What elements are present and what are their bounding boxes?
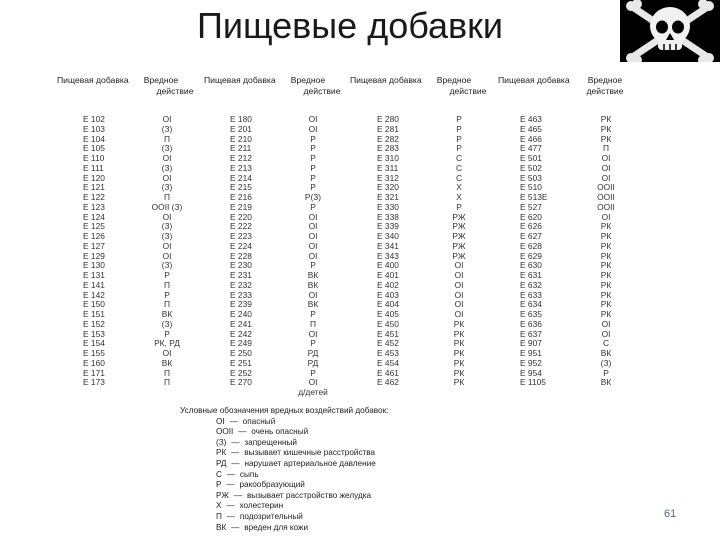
- harm-effect: РК: [600, 221, 612, 232]
- harm-effect: Р: [310, 143, 316, 154]
- additive-code: Е 171: [83, 367, 105, 378]
- legend-item: [180, 417, 388, 428]
- harm-effect: Р: [310, 153, 316, 163]
- legend-code: РЖ: [216, 490, 229, 500]
- harm-effect: ОI: [454, 270, 464, 280]
- additive-code: Е 222: [230, 221, 252, 232]
- additive-code: Е 280: [377, 114, 399, 124]
- harm-effect: (З): [161, 231, 173, 241]
- harm-effect: РД: [307, 348, 319, 358]
- additive-code: Е 477: [520, 143, 542, 154]
- harm-effect: РК: [600, 231, 612, 241]
- additive-code: Е 311: [377, 162, 399, 173]
- additive-code: Е 123: [83, 201, 105, 212]
- harm-effect: ОI: [601, 153, 611, 163]
- legend-dash: —: [233, 490, 243, 500]
- legend-item: [180, 427, 388, 438]
- harm-effect: ВК: [161, 357, 173, 368]
- harm-effect: РЖ: [452, 250, 466, 261]
- additive-code: Е 249: [230, 338, 252, 349]
- additive-code-column: [230, 115, 252, 388]
- additive-code: Е 120: [83, 172, 105, 183]
- legend-title: Условные обозначения вредных воздействий добавок:: [180, 406, 389, 415]
- harm-effect: Р: [164, 289, 170, 300]
- legend-description: вреден для кожи: [244, 522, 309, 532]
- legend-code: С: [216, 469, 222, 479]
- additive-code: Е 122: [83, 192, 105, 202]
- additive-code: Е 124: [83, 211, 105, 222]
- harm-effect: П: [602, 143, 610, 154]
- legend-item: [180, 438, 388, 449]
- additive-code: Е 465: [520, 123, 542, 134]
- additive-code: Е 403: [377, 289, 399, 300]
- additive-code: Е 510: [520, 182, 542, 193]
- harm-effect: РК: [600, 240, 612, 251]
- additive-code: Е 628: [520, 240, 542, 251]
- additive-code: Е 513Е: [520, 192, 548, 202]
- additive-code: Е 463: [520, 114, 542, 124]
- legend-item: [180, 512, 388, 523]
- harm-effect: ВК: [600, 348, 612, 358]
- additive-code: Е 129: [83, 250, 105, 261]
- additive-code: Е 626: [520, 221, 542, 232]
- additive-code: Е 501: [520, 153, 542, 163]
- additive-code: Е 154: [83, 338, 105, 349]
- harm-effect: Р: [310, 309, 316, 319]
- legend-code: ВК: [216, 522, 227, 532]
- additive-code: Е 103: [83, 123, 105, 134]
- harm-effect: ОI: [308, 240, 318, 251]
- harm-effect: ООII: [597, 192, 615, 202]
- harm-effect: РК: [600, 114, 612, 124]
- harm-effect: (З): [600, 357, 612, 368]
- harm-effect-column: [293, 115, 333, 398]
- harm-effect: ОI: [601, 318, 611, 329]
- header-effect: Вредное: [436, 75, 472, 85]
- additive-code: Е 620: [520, 211, 542, 222]
- legend-description: сыпь: [239, 469, 259, 479]
- harm-effect: ОI: [454, 260, 464, 271]
- additive-code: Е 633: [520, 289, 542, 300]
- additive-code: Е 160: [83, 357, 105, 368]
- harm-effect: РК: [600, 279, 612, 290]
- legend-dash: —: [229, 416, 238, 426]
- additive-code: Е 343: [377, 250, 399, 261]
- additive-code: Е 281: [377, 123, 399, 134]
- additive-code: Е 400: [377, 260, 399, 271]
- additive-code: Е 151: [83, 309, 105, 319]
- harm-effect: ОI: [308, 211, 318, 222]
- additive-code: Е 239: [230, 299, 252, 310]
- additive-code: Е 527: [520, 201, 542, 212]
- header-effect-line2: действие: [303, 86, 341, 96]
- additive-code: Е 251: [230, 357, 252, 368]
- harm-effect: (З): [161, 143, 173, 154]
- legend-code: (З): [216, 437, 227, 447]
- harm-effect: Р: [456, 114, 462, 124]
- additive-code: Е 404: [377, 299, 399, 310]
- harm-effect: С: [455, 153, 463, 163]
- harm-effect: ОI: [162, 250, 172, 261]
- additive-code: Е 201: [230, 123, 252, 134]
- harm-effect: Р: [310, 367, 316, 378]
- legend: [180, 406, 388, 533]
- harm-effect: ВК: [600, 377, 612, 388]
- harm-effect: РК: [600, 289, 612, 300]
- harm-effect: П: [163, 192, 171, 202]
- additive-code: Е 232: [230, 279, 252, 290]
- additive-code: Е 126: [83, 231, 105, 241]
- additive-code: Е 907: [520, 338, 542, 349]
- harm-effect: ОI: [162, 211, 172, 222]
- additive-code: Е 105: [83, 143, 105, 154]
- harm-effect: П: [163, 279, 171, 290]
- legend-item: [180, 523, 388, 534]
- harm-effect: ОI: [308, 250, 318, 261]
- additive-code: Е 502: [520, 162, 542, 173]
- harm-effect: С: [455, 162, 463, 173]
- additive-code: Е 629: [520, 250, 542, 261]
- additive-code: Е 102: [83, 114, 105, 124]
- harm-effect: ОI: [308, 328, 318, 339]
- additive-code: Е 283: [377, 143, 399, 154]
- legend-item: [180, 480, 388, 491]
- legend-description: нарушает артериальное давление: [244, 458, 376, 468]
- legend-dash: —: [226, 511, 235, 521]
- harm-effect: ООII: [597, 201, 615, 212]
- harm-effect: ОI: [308, 231, 318, 241]
- harm-effect: ОI: [162, 114, 172, 124]
- additive-code: Е 282: [377, 133, 399, 144]
- harm-effect: ОI: [308, 114, 318, 124]
- additive-code: Е 634: [520, 299, 542, 310]
- harm-effect: РК: [600, 299, 612, 310]
- additive-code: Е 213: [230, 162, 252, 173]
- additive-code: Е 952: [520, 357, 542, 368]
- harm-effect: (З): [161, 123, 173, 134]
- harm-effect: (З): [161, 182, 173, 193]
- additive-code: Е 228: [230, 250, 252, 261]
- additive-code: Е 450: [377, 318, 399, 329]
- additive-code: Е 224: [230, 240, 252, 251]
- harm-effect: РЖ: [452, 221, 466, 232]
- legend-item: [180, 501, 388, 512]
- legend-description: холестерин: [239, 501, 284, 511]
- additive-code: Е 127: [83, 240, 105, 251]
- additive-code: Е 233: [230, 289, 252, 300]
- harm-effect: РК: [600, 309, 612, 319]
- additive-code: Е 461: [377, 367, 399, 378]
- additive-code: Е 214: [230, 172, 252, 183]
- legend-description: очень опасный: [251, 427, 309, 437]
- additive-code: Е 150: [83, 299, 105, 310]
- legend-code: ОI: [216, 416, 225, 426]
- harm-effect: Р: [456, 201, 462, 212]
- additive-code: Е 340: [377, 231, 399, 241]
- additive-code: Е 631: [520, 270, 542, 280]
- harm-effect: Р: [310, 172, 316, 183]
- harm-effect: П: [309, 318, 317, 329]
- harm-effect: (З): [161, 318, 173, 329]
- additive-code: Е 152: [83, 318, 105, 329]
- additive-code: Е 130: [83, 260, 105, 271]
- legend-description: опасный: [242, 416, 276, 426]
- additive-code: Е 250: [230, 348, 252, 358]
- harm-effect: П: [163, 299, 171, 310]
- additive-code: Е 466: [520, 133, 542, 144]
- additive-code-column: [377, 115, 399, 388]
- additive-code: Е 453: [377, 348, 399, 358]
- additive-code: Е 223: [230, 231, 252, 241]
- harm-effect-column: [147, 115, 187, 388]
- harm-effect: ООII (З): [151, 201, 183, 212]
- legend-code: РД: [216, 458, 227, 468]
- harm-effect: Р: [310, 162, 316, 173]
- harm-effect: РК: [453, 328, 465, 339]
- additive-code: Е 405: [377, 309, 399, 319]
- harm-effect: ОI: [601, 162, 611, 173]
- legend-items: [180, 417, 388, 534]
- header-effect-line2: действие: [586, 86, 624, 96]
- additive-code: Е 131: [83, 270, 105, 280]
- additive-code-column: [83, 115, 105, 388]
- harm-effect: ОI: [308, 377, 318, 388]
- additive-code: Е 401: [377, 270, 399, 280]
- additive-code: Е 110: [83, 153, 105, 163]
- additive-code: Е 219: [230, 201, 252, 212]
- harm-effect: Р: [603, 367, 609, 378]
- harm-effect: ООII: [597, 182, 615, 193]
- additive-code: Е 270: [230, 377, 252, 388]
- harm-effect: Р: [164, 270, 170, 280]
- harm-effect: С: [602, 338, 610, 349]
- additive-code: Е 230: [230, 260, 252, 271]
- harm-effect: РК: [453, 357, 465, 368]
- additive-code: Е 321: [377, 192, 399, 202]
- harm-effect: РК: [600, 250, 612, 261]
- harm-effect: Р: [310, 133, 316, 144]
- harm-effect: д/детей: [298, 387, 328, 397]
- harm-effect-column: [586, 115, 626, 388]
- additive-code: Е 341: [377, 240, 399, 251]
- header-effect-line2: действие: [449, 86, 487, 96]
- additive-code: Е 142: [83, 289, 105, 300]
- harm-effect: (З): [161, 260, 173, 271]
- slide-title: Пищевые добавки: [196, 5, 504, 46]
- harm-effect: РК: [600, 270, 612, 280]
- additive-code: Е 632: [520, 279, 542, 290]
- additive-code: Е 330: [377, 201, 399, 212]
- harm-effect: ОI: [308, 289, 318, 300]
- legend-dash: —: [231, 448, 240, 458]
- additive-code: Е 310: [377, 153, 399, 163]
- skull-crossbones-icon: [620, 0, 720, 62]
- harm-effect: РК: [600, 123, 612, 134]
- harm-effect: Р: [456, 133, 462, 144]
- header-name: Пищевая добавка: [350, 75, 422, 85]
- harm-effect: Р: [456, 143, 462, 154]
- harm-effect: ОI: [454, 289, 464, 300]
- additive-code: Е 215: [230, 182, 252, 193]
- harm-effect: РК: [453, 318, 465, 329]
- additive-code: Е 454: [377, 357, 399, 368]
- legend-description: вызывает расстройство желудка: [246, 490, 372, 500]
- additive-code: Е 312: [377, 172, 399, 183]
- additive-code: Е 210: [230, 133, 252, 144]
- additive-code: Е 339: [377, 221, 399, 232]
- additive-code: Е 111: [83, 162, 104, 173]
- legend-code: ООII: [216, 427, 234, 437]
- additive-code: Е 636: [520, 318, 542, 329]
- harm-effect: Х: [456, 182, 462, 193]
- legend-dash: —: [238, 427, 247, 437]
- header-name: Пищевая добавка: [57, 75, 129, 85]
- harm-effect: ОI: [162, 153, 172, 163]
- legend-code: Х: [216, 501, 222, 511]
- harm-effect: П: [163, 367, 171, 378]
- additive-code: Е 212: [230, 153, 252, 163]
- harm-effect: ОI: [162, 172, 172, 183]
- harm-effect: Р: [310, 260, 316, 271]
- legend-item: [180, 448, 388, 459]
- legend-code: РК: [216, 448, 227, 458]
- legend-dash: —: [231, 437, 240, 447]
- harm-effect: ОI: [454, 309, 464, 319]
- harm-effect: П: [163, 377, 171, 388]
- header-effect: Вредное: [587, 75, 623, 85]
- harm-effect: ОI: [308, 123, 318, 134]
- header-effect: Вредное: [290, 75, 326, 85]
- legend-description: запрещенный: [244, 437, 297, 447]
- header-name: Пищевая добавка: [498, 75, 570, 85]
- harm-effect: ВК: [307, 279, 319, 290]
- harm-effect: С: [455, 172, 463, 183]
- legend-item: [180, 491, 388, 502]
- additive-code: Е 180: [230, 114, 252, 124]
- harm-effect: ОI: [454, 299, 464, 310]
- additive-code: Е 155: [83, 348, 105, 358]
- additive-code: Е 216: [230, 192, 252, 202]
- harm-effect: ВК: [161, 309, 173, 319]
- additive-code: Е 338: [377, 211, 399, 222]
- additive-code: Е 220: [230, 211, 252, 222]
- harm-effect: ОI: [601, 172, 611, 183]
- additive-code: Е 104: [83, 133, 105, 144]
- harm-effect: РД: [307, 357, 319, 368]
- additive-code: Е 252: [230, 367, 252, 378]
- harm-effect: Р: [456, 123, 462, 134]
- harm-effect: РЖ: [452, 211, 466, 222]
- additive-code: Е 630: [520, 260, 542, 271]
- harm-effect: ВК: [307, 299, 319, 310]
- harm-effect: РК, РД: [154, 338, 180, 349]
- legend-item: [180, 459, 388, 470]
- additive-code: Е 462: [377, 377, 399, 388]
- legend-code: Р: [216, 480, 222, 490]
- harm-effect: ОI: [308, 221, 318, 232]
- legend-dash: —: [231, 458, 240, 468]
- harm-effect: Х: [456, 192, 462, 202]
- harm-effect: (З): [161, 162, 173, 173]
- legend-description: подозрительный: [239, 511, 303, 521]
- additive-code: Е 121: [83, 182, 105, 193]
- harm-effect: РК: [600, 133, 612, 144]
- header-effect: Вредное: [143, 75, 179, 85]
- additive-code: Е 451: [377, 328, 399, 339]
- harm-effect: РК: [453, 348, 465, 358]
- harm-effect: ОI: [162, 348, 172, 358]
- harm-effect: РК: [453, 338, 465, 349]
- legend-description: ракообразующий: [239, 480, 305, 490]
- legend-dash: —: [231, 522, 240, 532]
- legend-dash: —: [226, 501, 235, 511]
- harm-effect: (З): [161, 221, 173, 232]
- additive-code: Е 153: [83, 328, 105, 339]
- additive-code: Е 241: [230, 318, 252, 329]
- harm-effect: ОI: [162, 240, 172, 251]
- page-number: 61: [664, 508, 677, 520]
- header-effect-line2: действие: [156, 86, 194, 96]
- additive-code: Е 452: [377, 338, 399, 349]
- harm-effect: Р: [310, 338, 316, 349]
- harm-effect: П: [163, 133, 171, 144]
- harm-effect: РК: [600, 260, 612, 271]
- additive-code: Е 1105: [520, 377, 546, 388]
- additive-code: Е 627: [520, 231, 542, 241]
- legend-description: вызывает кишечные расстройства: [244, 448, 376, 458]
- harm-effect: Р: [310, 201, 316, 212]
- additive-code: Е 503: [520, 172, 542, 183]
- additive-code: Е 402: [377, 279, 399, 290]
- harm-effect: ВК: [307, 270, 319, 280]
- additive-code: Е 635: [520, 309, 542, 319]
- harm-effect: ОI: [601, 328, 611, 339]
- harm-effect: РК: [453, 367, 465, 378]
- legend-item: [180, 470, 388, 481]
- additive-code: Е 231: [230, 270, 252, 280]
- harm-effect-column: [439, 115, 479, 388]
- additive-code: Е 173: [83, 377, 105, 388]
- harm-effect: Р: [164, 328, 170, 339]
- additive-code: Е 141: [83, 279, 105, 290]
- additive-code-column: [520, 115, 547, 388]
- legend-dash: —: [226, 480, 235, 490]
- additive-code: Е 951: [520, 348, 542, 358]
- legend-code: П: [216, 511, 222, 521]
- additive-code: Е 637: [520, 328, 542, 339]
- additive-code: Е 242: [230, 328, 252, 339]
- additive-code: Е 240: [230, 309, 252, 319]
- harm-effect: Р(З): [304, 192, 322, 202]
- harm-effect: РЖ: [452, 240, 466, 251]
- harm-effect: ОI: [601, 211, 611, 222]
- header-name: Пищевая добавка: [204, 75, 276, 85]
- harm-effect: ОI: [454, 279, 464, 290]
- additive-code: Е 211: [230, 143, 252, 154]
- legend-dash: —: [226, 469, 236, 479]
- harm-effect: Р: [310, 182, 316, 193]
- additive-code: Е 125: [83, 221, 105, 232]
- harm-effect: РК: [453, 377, 465, 388]
- additive-code: Е 320: [377, 182, 399, 193]
- harm-effect: РЖ: [452, 231, 466, 241]
- additive-code: Е 954: [520, 367, 542, 378]
